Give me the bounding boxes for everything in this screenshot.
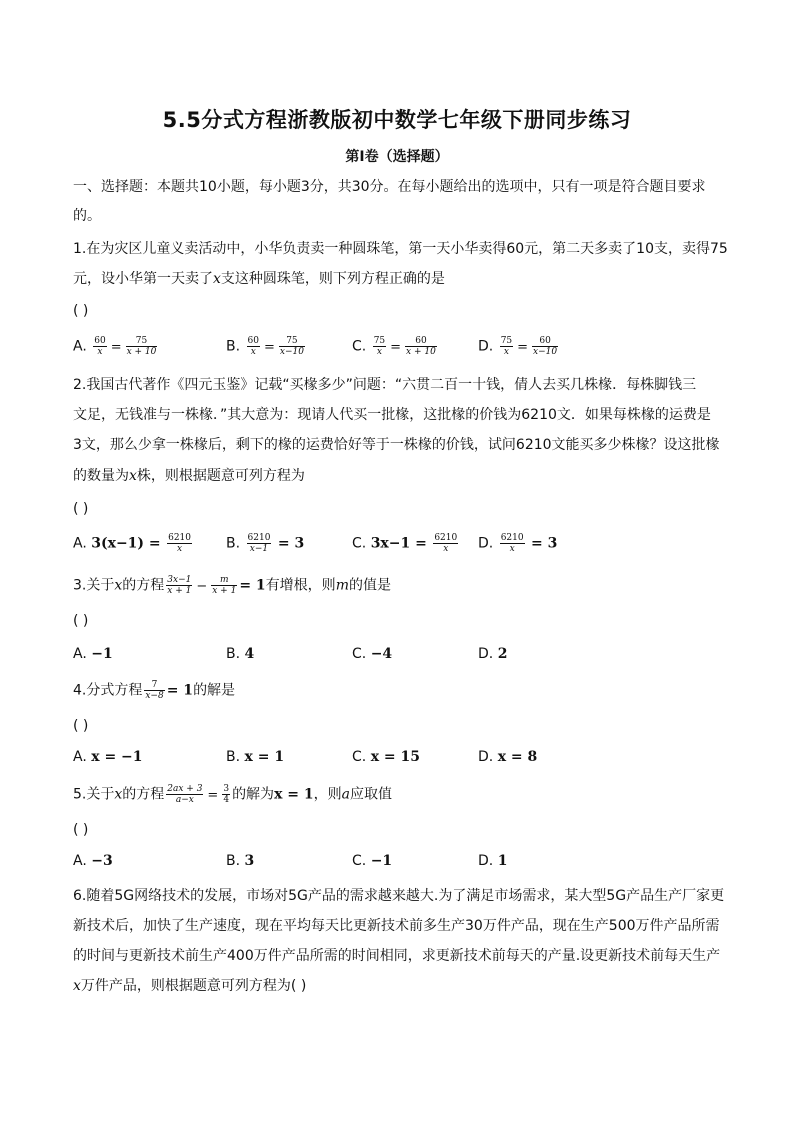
q5-option-c: C. −1 <box>352 853 393 869</box>
fraction: $\frac{m}{x + 1}$ <box>212 575 237 596</box>
option-label: A. <box>73 338 87 355</box>
fraction: $\frac{75}{x-10}$ <box>279 336 304 357</box>
q5-stem: 5.关于x的方程 $\frac{2ax + 3}{a-x}$ = $\frac{3}{4}$ 的解为x = 1，则a应取值 <box>73 784 392 805</box>
q4-option-d: D. x = 8 <box>478 749 538 765</box>
q2-line3: 3文，那么少拿一株椽后，剩下的椽的运费恰好等于一株椽的价钱，试问6210文能买多少株椽？设这批椽 <box>73 437 720 453</box>
option-label: C. <box>352 338 367 355</box>
q1-option-d: D. $\frac{75}{x}$ = $\frac{60}{x-10}$ <box>478 336 558 357</box>
fraction: $\frac{75}{x + 10}$ <box>126 336 157 357</box>
q1-line1: 1.在为灾区儿童义卖活动中，小华负责卖一种圆珠笔，第一天小华卖得60元，第二天多卖了10支，卖得75 <box>73 241 728 257</box>
q1-text-b: 支这种圆珠笔，则下列方程正确的是 <box>220 271 445 287</box>
option-label: D. <box>478 338 494 355</box>
q5-option-b: B. 3 <box>226 853 255 869</box>
q2-option-c <box>352 533 460 554</box>
q2-option-a <box>73 533 194 554</box>
q5-answer-paren: ( ) <box>73 822 89 838</box>
fraction: $\frac{60}{x + 10}$ <box>406 336 436 357</box>
q2-answer-paren: ( ) <box>73 501 89 517</box>
option-label: D. <box>478 535 494 552</box>
q4-option-a: A. x = −1 <box>73 749 143 765</box>
q4-option-b: B. x = 1 <box>226 749 285 765</box>
fraction: $\frac{75}{x}$ <box>500 336 513 357</box>
q1-text-a: 元，设小华第一天卖了 <box>73 271 213 287</box>
q6-text: 万件产品，则根据题意可列方程为( ) <box>80 978 307 994</box>
fraction: $\frac{6210}{x}$ <box>500 533 524 554</box>
q3-answer-paren: ( ) <box>73 613 89 629</box>
option-label: B. <box>226 338 241 355</box>
fraction: $\frac{6210}{x}$ <box>168 533 192 554</box>
q1-option-b: B. $\frac{60}{x}$ = $\frac{75}{x-10}$ <box>226 336 304 357</box>
fraction: $\frac{6210}{x-1}$ <box>247 533 271 554</box>
fraction: $\frac{75}{x}$ <box>373 336 386 357</box>
q6-line1: 6.随着5G网络技术的发展，市场对5G产品的需求越来越大.为了满足市场需求，某大型5G产品生产厂家更 <box>73 888 725 904</box>
q1-option-a: A. $\frac{60}{x}$ = $\frac{75}{x + 10}$ <box>73 336 157 357</box>
q1-var: x <box>213 271 221 287</box>
option-label: C. <box>352 535 367 552</box>
q2-line4 <box>73 467 305 485</box>
q2-line2: 文足，无钱准与一株椽．”其大意为：现请人代买一批椽，这批椽的价钱为6210文．如果每株椽的运费是 <box>73 407 711 423</box>
page-title: 5.5分式方程浙教版初中数学七年级下册同步练习 <box>162 108 632 132</box>
fraction: $\frac{60}{x}$ <box>94 336 106 357</box>
q3-option-d: D. 2 <box>478 646 508 662</box>
q6-line3: 的时间与更新技术前生产400万件产品所需的时间相同，求更新技术前每天的产量.设更新技术前每天生产 <box>73 948 721 964</box>
q2-line1: 2.我国古代著作《四元玉鉴》记载“买椽多少”问题：“六贯二百一十钱，倩人去买几株椽．每株脚钱三 <box>73 377 697 393</box>
q1-line2 <box>73 270 445 288</box>
q1-option-c: C. $\frac{75}{x}$ = $\frac{60}{x + 10}$ <box>352 336 436 357</box>
q2-option-b <box>226 533 304 554</box>
option-label: A. <box>73 535 87 552</box>
fraction: $\frac{60}{x-10}$ <box>533 336 558 357</box>
option-label: B. <box>226 535 241 552</box>
q3-option-a: A. −1 <box>73 646 113 662</box>
q2-var: x <box>129 468 137 484</box>
q5-option-d: D. 1 <box>478 853 508 869</box>
section-subtitle: 第I卷（选择题） <box>345 149 449 165</box>
q3-option-c: C. −4 <box>352 646 393 662</box>
fraction: $\frac{60}{x}$ <box>247 336 259 357</box>
option-expr: 3x−1 = <box>370 535 427 552</box>
section-instruction-line2: 的。 <box>73 208 101 224</box>
q3-stem: 3.关于x的方程 $\frac{3x-1}{x + 1}$ − $\frac{m}{x + 1}$ = 1有增根，则m的值是 <box>73 575 391 596</box>
fraction: $\frac{2ax + 3}{a-x}$ <box>167 784 203 805</box>
q6-line2: 新技术后，加快了生产速度，现在平均每天比更新技术前多生产30万件产品，现在生产500万件产品所需 <box>73 918 720 934</box>
q4-option-c: C. x = 15 <box>352 749 420 765</box>
option-expr: = 3 <box>277 535 305 552</box>
fraction: $\frac{7}{x-8}$ <box>145 680 164 701</box>
q2-option-d <box>478 533 557 554</box>
option-expr: = 3 <box>531 535 558 552</box>
section-instruction-line1: 一、选择题：本题共10小题，每小题3分，共30分。在每小题给出的选项中，只有一项是符合题目要求 <box>73 179 706 195</box>
q1-answer-paren: ( ) <box>73 303 89 319</box>
fraction: $\frac{3}{4}$ <box>223 784 230 805</box>
q4-answer-paren: ( ) <box>73 718 89 734</box>
q6-line4 <box>73 977 306 995</box>
q4-stem: 4.分式方程 $\frac{7}{x-8}$ = 1的解是 <box>73 680 236 701</box>
fraction: $\frac{3x-1}{x + 1}$ <box>167 575 192 596</box>
fraction: $\frac{6210}{x}$ <box>434 533 458 554</box>
option-expr: 3(x−1) = <box>91 535 161 552</box>
q5-option-a: A. −3 <box>73 853 113 869</box>
q2-text-b: 株，则根据题意可列方程为 <box>136 468 305 484</box>
q6-var: x <box>73 978 81 994</box>
q2-text-a: 的数量为 <box>73 468 129 484</box>
q3-option-b: B. 4 <box>226 646 255 662</box>
